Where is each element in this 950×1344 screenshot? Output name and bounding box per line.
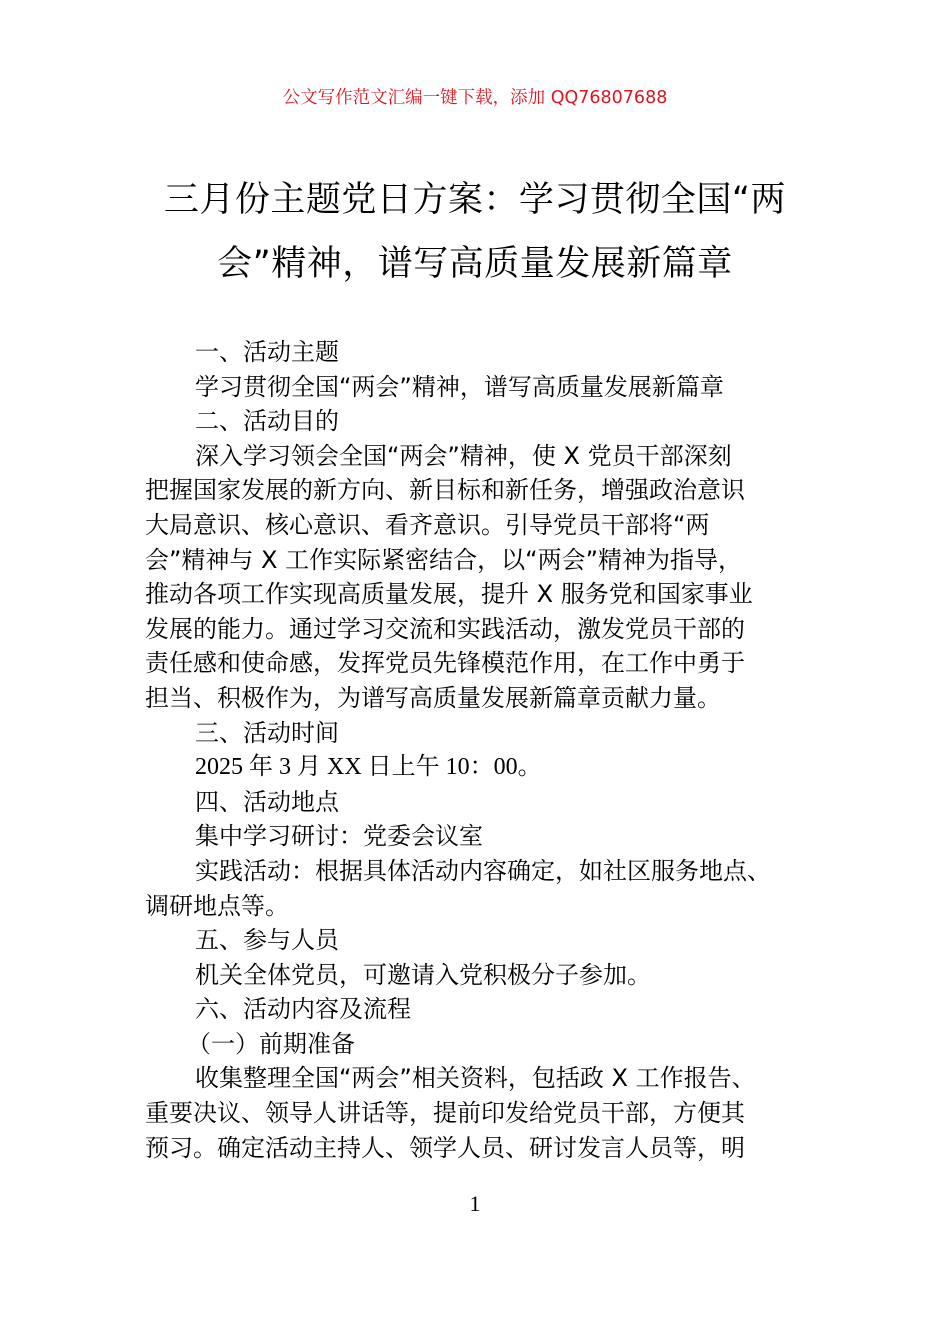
subheading-preparation: （一）前期准备 bbox=[187, 1029, 355, 1058]
paragraph-line: 集中学习研讨：党委会议室 bbox=[195, 822, 483, 851]
document-title bbox=[120, 168, 830, 296]
paragraph-line: 深入学习领会全国“两会”精神，使 X 党员干部深刻 bbox=[195, 441, 732, 470]
title-line-2: 会”精神，谱写高质量发展新篇章 bbox=[217, 244, 733, 284]
document-body bbox=[145, 335, 835, 1165]
paragraph-line: 调研地点等。 bbox=[145, 891, 289, 920]
section-heading-theme: 一、活动主题 bbox=[195, 338, 339, 366]
section-heading-time: 三、活动时间 bbox=[195, 718, 339, 747]
paragraph-line: 担当、积极作为，为谱写高质量发展新篇章贡献力量。 bbox=[145, 683, 721, 712]
paragraph-time bbox=[145, 750, 835, 785]
title-line-1: 三月份主题党日方案：学习贯彻全国“两 bbox=[163, 180, 787, 220]
paragraph-line: 把握国家发展的新方向、新目标和新任务，增强政治意识 bbox=[145, 476, 745, 505]
section-heading-purpose: 二、活动目的 bbox=[195, 407, 339, 436]
activity-datetime: 2025 年 3 月 XX 日上午 10：00。 bbox=[195, 754, 542, 781]
paragraph-line: 推动各项工作实现高质量发展，提升 X 服务党和国家事业 bbox=[145, 580, 753, 609]
paragraph-line: 收集整理全国“两会”相关资料，包括政 X 工作报告、 bbox=[195, 1064, 756, 1093]
paragraph-participants bbox=[145, 958, 835, 993]
paragraph-line: 机关全体党员，可邀请入党积极分子参加。 bbox=[195, 960, 651, 989]
page-number: 1 bbox=[469, 1191, 481, 1216]
section-heading-content: 六、活动内容及流程 bbox=[195, 995, 411, 1024]
paragraph-line: 学习贯彻全国“两会”精神，谱写高质量发展新篇章 bbox=[195, 372, 724, 401]
paragraph-purpose bbox=[145, 439, 835, 716]
paragraph-location-study bbox=[145, 819, 835, 854]
paragraph-line: 发展的能力。通过学习交流和实践活动，激发党员干部的 bbox=[145, 614, 745, 643]
paragraph-line: 预习。确定活动主持人、领学人员、研讨发言人员等，明 bbox=[145, 1133, 745, 1162]
section-heading-participants: 五、参与人员 bbox=[195, 926, 339, 955]
paragraph-line: 重要决议、领导人讲话等，提前印发给党员干部，方便其 bbox=[145, 1099, 745, 1128]
banner-text: 公文写作范文汇编一键下载，添加 QQ76807688 bbox=[282, 88, 668, 108]
section-heading-location: 四、活动地点 bbox=[195, 787, 339, 816]
paragraph-preparation bbox=[145, 1061, 835, 1165]
paragraph-line: 实践活动：根据具体活动内容确定，如社区服务地点、 bbox=[195, 856, 771, 885]
download-banner bbox=[0, 84, 950, 112]
paragraph-theme bbox=[145, 370, 835, 405]
paragraph-line: 大局意识、核心意识、看齐意识。引导党员干部将“两 bbox=[145, 510, 710, 539]
paragraph-line: 会”精神与 X 工作实际紧密结合，以“两会”精神为指导， bbox=[145, 545, 742, 574]
paragraph-location-practice bbox=[145, 854, 835, 923]
paragraph-line: 责任感和使命感，发挥党员先锋模范作用，在工作中勇于 bbox=[145, 649, 745, 678]
